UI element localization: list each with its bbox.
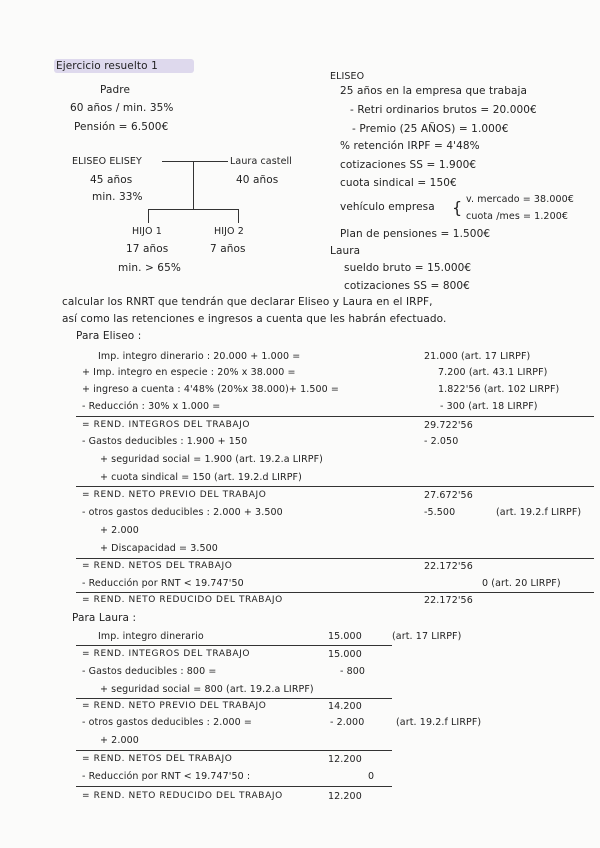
info-eliseo-title: ELISEO [330, 71, 365, 82]
laura-age: 40 años [236, 174, 279, 186]
eliseo-r4v: - 300 (art. 18 LIRPF) [440, 401, 538, 412]
hijo2-label: HIJO 2 [214, 226, 244, 237]
hijo2-age: 7 años [210, 243, 246, 255]
laura-header: Para Laura : [72, 612, 137, 624]
eliseo-r15v: 22.172'56 [424, 595, 473, 606]
eliseo-age: 45 años [90, 174, 133, 186]
eliseo-r13v: 22.172'56 [424, 561, 473, 572]
padre-age: 60 años / min. 35% [70, 102, 174, 114]
marriage-line [162, 161, 228, 162]
eliseo-r8: + cuota sindical = 150 (art. 19.2.d LIRPF) [100, 472, 302, 483]
brace: { [452, 198, 463, 217]
rule-8 [76, 786, 392, 787]
rule-4 [76, 592, 594, 593]
padre-pension: Pensión = 6.500€ [74, 121, 169, 133]
hijo1-min: min. > 65% [118, 262, 181, 274]
eliseo-r10n: (art. 19.2.f LIRPF) [496, 507, 582, 518]
info-line1: 25 años en la empresa que trabaja [340, 85, 528, 97]
laura-r10v: 12.200 [328, 791, 362, 802]
laura-r3: - Gastos deducibles : 800 = [82, 666, 217, 677]
info-laura-title: Laura [330, 245, 361, 257]
eliseo-r4: - Reducción : 30% x 1.000 = [82, 401, 221, 412]
eliseo-r14: - Reducción por RNT < 19.747'50 [82, 578, 244, 589]
eliseo-r2v: 7.200 (art. 43.1 LIRPF) [438, 367, 548, 378]
eliseo-r1: Imp. integro dinerario : 20.000 + 1.000 = [98, 351, 301, 362]
rule-1 [76, 416, 594, 417]
info-line3: - Premio (25 AÑOS) = 1.000€ [352, 123, 509, 135]
laura-r9v: 0 [368, 771, 375, 782]
laura-r7: + 2.000 [100, 735, 139, 746]
eliseo-r10v: -5.500 [424, 507, 456, 518]
laura-name: Laura castell [230, 156, 293, 167]
laura-r6n: (art. 19.2.f LIRPF) [396, 717, 482, 728]
eliseo-min: min. 33% [92, 191, 143, 203]
eliseo-r3v: 1.822'56 (art. 102 LIRPF) [438, 384, 560, 395]
info-line10: cotizaciones SS = 800€ [344, 280, 470, 292]
eliseo-header: Para Eliseo : [76, 330, 142, 342]
laura-r10: = REND. NETO REDUCIDO DEL TRABAJO [82, 791, 283, 801]
laura-r1: Imp. integro dinerario [98, 631, 204, 642]
info-line2: - Retri ordinarios brutos = 20.000€ [350, 104, 537, 116]
eliseo-r10: - otros gastos deducibles : 2.000 + 3.500 [82, 507, 283, 518]
eliseo-r3: + ingreso a cuenta : 4'48% (20%x 38.000)+ 1.500 = [82, 384, 339, 395]
eliseo-r9: = REND. NETO PREVIO DEL TRABAJO [82, 490, 267, 500]
eliseo-r2: + Imp. integro en especie : 20% x 38.000 = [82, 367, 296, 378]
info-line9: sueldo bruto = 15.000€ [344, 262, 472, 274]
info-line8: Plan de pensiones = 1.500€ [340, 228, 491, 240]
laura-r1v: 15.000 [328, 631, 362, 642]
laura-r9: - Reducción por RNT < 19.747'50 : [82, 771, 251, 782]
eliseo-r9v: 27.672'56 [424, 490, 473, 501]
eliseo-r14v: 0 (art. 20 LIRPF) [482, 578, 561, 589]
info-line5: cotizaciones SS = 1.900€ [340, 159, 477, 171]
eliseo-r6v: - 2.050 [424, 436, 459, 447]
laura-r5v: 14.200 [328, 701, 362, 712]
eliseo-r1v: 21.000 (art. 17 LIRPF) [424, 351, 531, 362]
tree-stem [193, 161, 194, 209]
padre-label: Padre [100, 84, 131, 96]
laura-r8: = REND. NETOS DEL TRABAJO [82, 754, 233, 764]
eliseo-r12: + Discapacidad = 3.500 [100, 543, 218, 554]
rule-5 [76, 645, 392, 646]
laura-r6: - otros gastos deducibles : 2.000 = [82, 717, 252, 728]
info-line4: % retención IRPF = 4'48% [340, 140, 480, 152]
hijo1-age: 17 años [126, 243, 169, 255]
eliseo-r15: = REND. NETO REDUCIDO DEL TRABAJO [82, 595, 283, 605]
eliseo-r6: - Gastos deducibles : 1.900 + 150 [82, 436, 248, 447]
laura-r1n: (art. 17 LIRPF) [392, 631, 462, 642]
child2-line [238, 209, 239, 223]
rule-7 [76, 750, 392, 751]
info-line7b: cuota /mes = 1.200€ [466, 211, 569, 222]
laura-r2: = REND. INTEGROS DEL TRABAJO [82, 649, 251, 659]
eliseo-r5v: 29.722'56 [424, 420, 473, 431]
rule-6 [76, 698, 392, 699]
laura-r2v: 15.000 [328, 649, 362, 660]
eliseo-r11: + 2.000 [100, 525, 139, 536]
info-line6: cuota sindical = 150€ [340, 177, 457, 189]
laura-r4: + seguridad social = 800 (art. 19.2.a LIRPF) [100, 684, 314, 695]
children-line [148, 209, 238, 210]
eliseo-r7: + seguridad social = 1.900 (art. 19.2.a LIRPF) [100, 454, 323, 465]
rule-2 [76, 486, 594, 487]
laura-r6v: - 2.000 [330, 717, 365, 728]
info-line7: vehículo empresa [340, 201, 435, 213]
info-line7a: v. mercado = 38.000€ [466, 194, 574, 205]
laura-r3v: - 800 [340, 666, 366, 677]
statement-line1: calcular los RNRT que tendrán que declarar Eliseo y Laura en el IRPF, [62, 296, 433, 308]
eliseo-name: ELISEO ELISEY [72, 156, 142, 167]
laura-r8v: 12.200 [328, 754, 362, 765]
rule-3 [76, 558, 594, 559]
page-title: Ejercicio resuelto 1 [56, 60, 158, 72]
hijo1-label: HIJO 1 [132, 226, 162, 237]
laura-r5: = REND. NETO PREVIO DEL TRABAJO [82, 701, 267, 711]
statement-line2: así como las retenciones e ingresos a cuenta que les habrán efectuado. [62, 313, 447, 325]
child1-line [148, 209, 149, 223]
eliseo-r5: = REND. INTEGROS DEL TRABAJO [82, 420, 251, 430]
eliseo-r13: = REND. NETOS DEL TRABAJO [82, 561, 233, 571]
